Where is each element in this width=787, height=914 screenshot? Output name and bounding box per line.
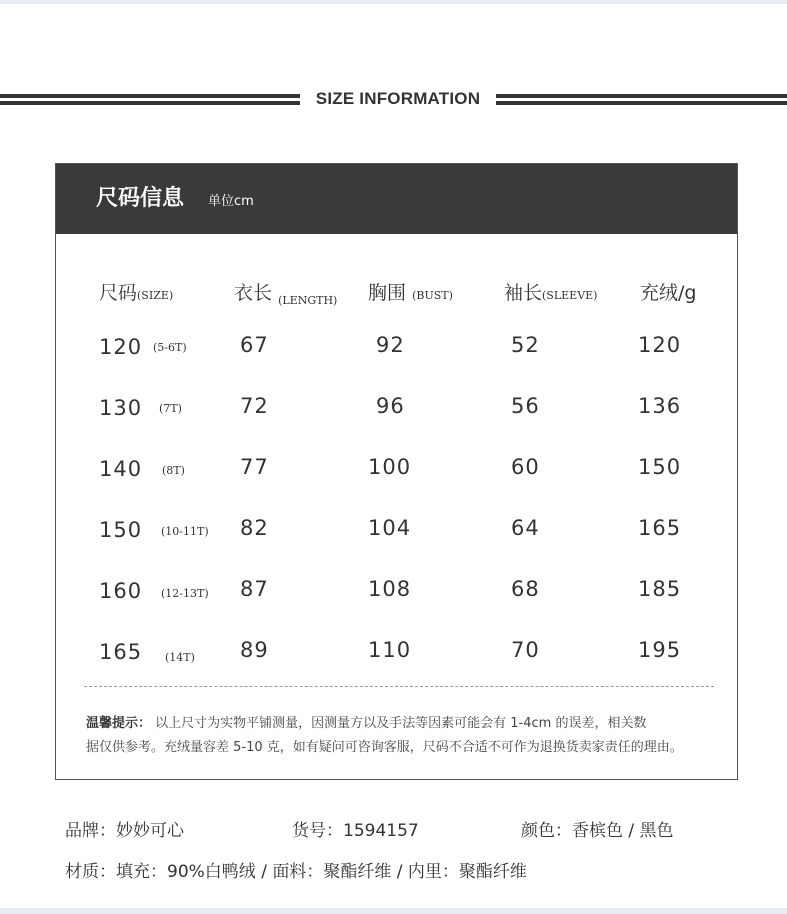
header-sleeve: 袖长(SLEEVE) (504, 282, 598, 304)
table-row-down: 185 (638, 577, 682, 601)
color-info: 颜色：香槟色 / 黑色 (521, 821, 674, 841)
heading-left-rule (0, 94, 300, 104)
table-row-down: 150 (638, 455, 682, 479)
tip-line-1: 温馨提示： 以上尺寸为实物平铺测量，因测量方以及手法等因素可能会有 1-4cm 的误差，相关数 (86, 716, 647, 731)
table-row-bust: 96 (376, 394, 405, 418)
header-bust: 胸围 (BUST) (368, 282, 453, 304)
table-row-age: (8T) (162, 464, 185, 477)
header-down: 充绒/g (640, 282, 697, 304)
dotted-divider (84, 686, 714, 687)
table-row-sleeve: 60 (511, 455, 540, 479)
top-strip (0, 0, 787, 4)
table-row-sleeve: 56 (511, 394, 540, 418)
table-row-sleeve: 52 (511, 333, 540, 357)
table-row-down: 120 (638, 333, 682, 357)
table-header-bar (56, 164, 737, 234)
table-row-length: 72 (240, 394, 269, 418)
table-row-length: 87 (240, 577, 269, 601)
brand-info: 品牌：妙妙可心 (65, 821, 184, 841)
table-row-age: (14T) (165, 651, 195, 664)
section-title: SIZE INFORMATION (315, 89, 481, 108)
item-number-info: 货号：1594157 (292, 821, 419, 841)
table-row-age: (10-11T) (161, 525, 209, 538)
table-row-down: 136 (638, 394, 682, 418)
table-row-length: 77 (240, 455, 269, 479)
table-row-bust: 100 (368, 455, 412, 479)
bottom-strip (0, 908, 787, 914)
table-title: 尺码信息 (96, 186, 185, 211)
table-row-bust: 108 (368, 577, 412, 601)
table-row-sleeve: 64 (511, 516, 540, 540)
table-row-age: (7T) (159, 402, 182, 415)
table-row-size: 160 (99, 579, 143, 603)
table-row-sleeve: 70 (511, 638, 540, 662)
table-row-bust: 92 (376, 333, 405, 357)
table-row-size: 140 (99, 457, 143, 481)
tip-label: 温馨提示： (86, 716, 152, 731)
table-unit: 单位cm (208, 194, 254, 209)
tip-line-2: 据仅供参考。充绒量容差 5-10 克，如有疑问可咨询客服，尺码不合适不可作为退换货卖家责任的理由。 (86, 740, 683, 755)
table-row-bust: 110 (368, 638, 412, 662)
material-info: 材质：填充：90%白鸭绒 / 面料：聚酯纤维 / 内里：聚酯纤维 (65, 862, 527, 882)
table-row-sleeve: 68 (511, 577, 540, 601)
table-row-down: 165 (638, 516, 682, 540)
table-row-length: 67 (240, 333, 269, 357)
size-table-card (55, 163, 738, 780)
header-length: 衣长 $_{(LENGTH)}$ (234, 282, 338, 307)
table-row-age: (12-13T) (161, 587, 209, 600)
heading-right-rule (496, 94, 787, 104)
section-heading (0, 86, 787, 112)
table-row-bust: 104 (368, 516, 412, 540)
table-row-size: 120 (99, 335, 143, 359)
table-row-age: (5-6T) (153, 341, 187, 354)
header-size: 尺码(SIZE) (99, 282, 174, 304)
table-row-size: 150 (99, 518, 143, 542)
table-row-down: 195 (638, 638, 682, 662)
table-row-length: 89 (240, 638, 269, 662)
table-row-size: 130 (99, 396, 143, 420)
table-row-length: 82 (240, 516, 269, 540)
table-row-size: 165 (99, 640, 143, 664)
